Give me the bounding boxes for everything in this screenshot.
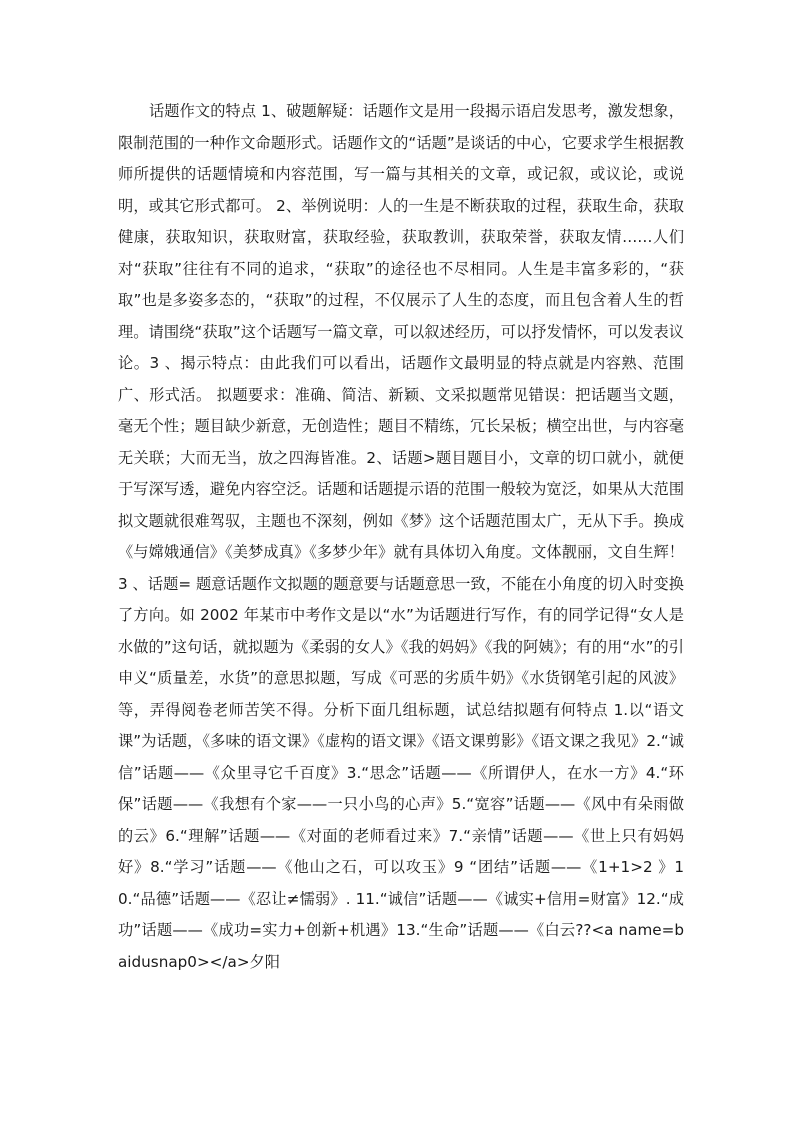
body-paragraph: 话题作文的特点 1、破题解疑：话题作文是用一段揭示语启发思考，激发想象，限制范围的一种作文命题形式。话题作文的“话题”是谈话的中心，它要求学生根据教师所提供的话题情境和内容范围，写一篇与其相关的文章，或记叙，或议论，或说明，或其它形式都可。 2、举例说明：人的一生是不断获取的过程，获取生命，获取健康，获取知识，获取财富，获取经验，获取教训，获取荣誉，获取友情……人们对“获取”往往有不同的追求，“获取”的途径也不尽相同。人生是丰富多彩的，“获取”也是多姿多态的，“获取”的过程，不仅展示了人生的态度，而且包含着人生的哲理。请围绕“获取”这个话题写一篇文章，可以叙述经历，可以抒发情怀，可以发表议论。3 、揭示特点：由此我们可以看出，话题作文最明显的特点就是内容熟、范围广、形式活。 拟题要求：准确、简洁、新颖、文采拟题常见错误：把话题当文题，毫无个性；题目缺少新意，无创造性；题目不精练，冗长呆板；横空出世，与内容毫无关联；大而无当，放之四海皆准。2、话题>题目题目小，文章的切口就小，就便于写深写透，避免内容空泛。话题和话题提示语的范围一般较为宽泛，如果从大范围拟文题就很难驾驭，主题也不深刻，例如《梦》这个话题范围太广，无从下手。换成《与嫦娥通信》《美梦成真》《多梦少年》就有具体切入角度。文体靓丽，文自生辉！3 、话题= 题意话题作文拟题的题意要与话题意思一致，不能在小角度的切入时变换了方向。如 2002 年某市中考作文是以“水”为话题进行写作，有的同学记得“女人是水做的”这句话，就拟题为《柔弱的女人》《我的妈妈》《我的阿姨》；有的用“水”的引申义“质量差，水货”的意思拟题，写成《可恶的劣质牛奶》《水货钢笔引起的风波》等，弄得阅卷老师苦笑不得。分析下面几组标题，试总结拟题有何特点 1.以“语文课”为话题，《多味的语文课》《虚构的语文课》《语文课剪影》《语文课之我见》2.“诚信”话题——《众里寻它千百度》3.“思念”话题——《所谓伊人，在水一方》4.“环保”话题——《我想有个家——一只小鸟的心声》5.“宽容”话题——《风中有朵雨做的云》6.“理解”话题——《对面的老师看过来》7.“亲情”话题——《世上只有妈妈好》8.“学习”话题——《他山之石，可以攻玉》9 “团结”话题——《1+1>2 》10.“品德”话题——《忍让≠懦弱》. 11.“诚信”话题——《诚实+信用=财富》12.“成功”话题——《成功=实力+创新+机遇》13.“生命”话题——《白云??<a name=baidusnap0></a>夕阳 (118, 102, 684, 971)
